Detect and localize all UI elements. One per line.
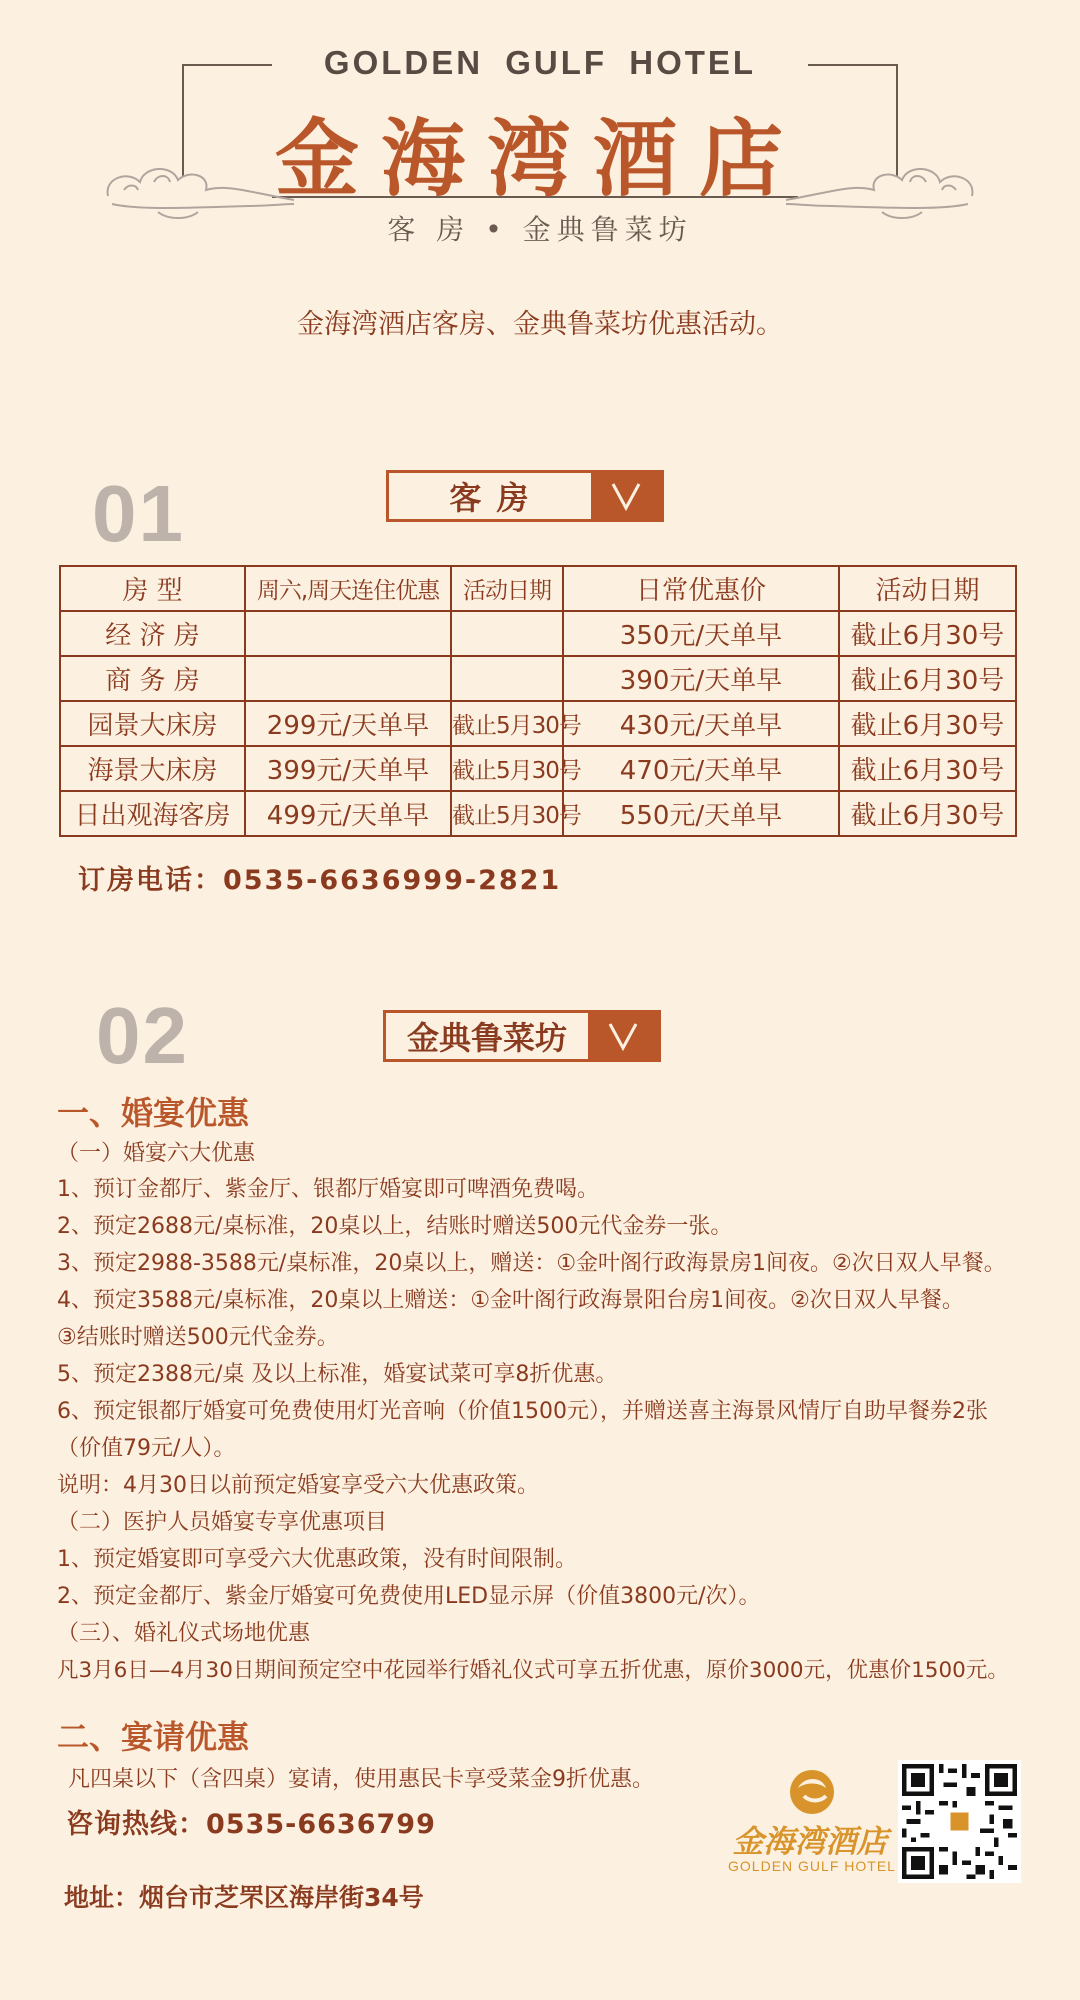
- table-header-row: [60, 566, 1016, 611]
- logo-english: GOLDEN GULF HOTEL: [728, 1858, 896, 1874]
- qr-code: [898, 1760, 1021, 1883]
- chevron-down-icon: [588, 1013, 658, 1059]
- table-cell: 海景大床房: [60, 746, 245, 791]
- table-cell: 经 济 房: [60, 611, 245, 656]
- text-line: 1、预订金都厅、紫金厅、银都厅婚宴即可啤酒免费喝。: [57, 1177, 599, 1202]
- table-row: [60, 656, 1016, 701]
- table-cell: [451, 611, 563, 656]
- table-cell: 350元/天单早: [563, 611, 839, 656]
- heading-banquet: 二、宴请优惠: [57, 1718, 250, 1756]
- table-cell: 550元/天单早: [563, 791, 839, 836]
- table-row: [60, 746, 1016, 791]
- text-line: 2、预定2688元/桌标准，20桌以上，结账时赠送500元代金券一张。: [57, 1214, 733, 1239]
- table-cell: 299元/天单早: [245, 701, 451, 746]
- booking-phone: 订房电话：0535-6636999-2821: [78, 865, 562, 896]
- table-cell: 日出观海客房: [60, 791, 245, 836]
- table-cell: 商 务 房: [60, 656, 245, 701]
- text-line: （三）、婚礼仪式场地优惠: [57, 1621, 311, 1646]
- banquet-text: 凡四桌以下（含四桌）宴请，使用惠民卡享受菜金9折优惠。: [68, 1767, 654, 1792]
- section-tag-label: 金典鲁菜坊: [406, 1019, 567, 1057]
- intro-text: 金海湾酒店客房、金典鲁菜坊优惠活动。: [297, 309, 783, 340]
- table-cell: 园景大床房: [60, 701, 245, 746]
- section-tag-restaurant: [383, 1010, 661, 1062]
- table-cell: 截止5月30号: [451, 746, 563, 791]
- table-cell: [451, 656, 563, 701]
- table-cell: 截止6月30号: [839, 701, 1016, 746]
- table-header-cell: 活动日期: [839, 566, 1016, 611]
- text-line: 5、预定2388元/桌 及以上标准，婚宴试菜可享8折优惠。: [57, 1362, 618, 1387]
- table-cell: [245, 656, 451, 701]
- text-line: （二）医护人员婚宴专享优惠项目: [57, 1510, 388, 1535]
- table-header-cell: 活动日期: [451, 566, 563, 611]
- table-row: [60, 701, 1016, 746]
- table-header-cell: 日常优惠价: [563, 566, 839, 611]
- english-title: GOLDEN GULF HOTEL: [323, 44, 757, 81]
- logo-chinese: 金海湾酒店: [732, 1824, 888, 1860]
- table-cell: 截止5月30号: [451, 701, 563, 746]
- section-tag-rooms: [386, 470, 664, 522]
- section-tag-label: 客 房: [449, 479, 531, 517]
- text-line: 2、预定金都厅、紫金厅婚宴可免费使用LED显示屏（价值3800元/次）。: [57, 1584, 761, 1609]
- table-cell: 470元/天单早: [563, 746, 839, 791]
- hotline: 咨询热线：0535-6636799: [66, 1809, 436, 1840]
- section-number: 02: [96, 991, 189, 1080]
- table-cell: 截止6月30号: [839, 746, 1016, 791]
- room-price-table: [59, 565, 1017, 837]
- text-line: （价值79元/人）。: [57, 1436, 236, 1461]
- table-cell: 499元/天单早: [245, 791, 451, 836]
- text-line: 4、预定3588元/桌标准，20桌以上赠送：①金叶阁行政海景阳台房1间夜。②次日双人早餐。: [57, 1288, 964, 1313]
- text-line: 3、预定2988-3588元/桌标准，20桌以上，赠送：①金叶阁行政海景房1间夜。②次日双人早餐。: [57, 1251, 1006, 1276]
- subtitle: 客 房 • 金典鲁菜坊: [387, 213, 693, 246]
- text-line: ③结账时赠送500元代金券。: [57, 1325, 339, 1350]
- table-cell: 截止6月30号: [839, 656, 1016, 701]
- table-cell: 截止5月30号: [451, 791, 563, 836]
- text-line: 6、预定银都厅婚宴可免费使用灯光音响（价值1500元），并赠送喜主海景风情厅自助早餐券2张: [57, 1399, 988, 1424]
- heading-wedding: 一、婚宴优惠: [57, 1094, 250, 1132]
- table-header-cell: 房 型: [60, 566, 245, 611]
- table-row: [60, 611, 1016, 656]
- text-line: 凡3月6日—4月30日期间预定空中花园举行婚礼仪式可享五折优惠，原价3000元，优惠价1500元。: [57, 1658, 1009, 1683]
- section-number: 01: [92, 469, 185, 558]
- table-cell: 399元/天单早: [245, 746, 451, 791]
- text-line: 1、预定婚宴即可享受六大优惠政策，没有时间限制。: [57, 1547, 577, 1572]
- text-line: （一）婚宴六大优惠: [57, 1141, 256, 1166]
- text-line: 说明：4月30日以前预定婚宴享受六大优惠政策。: [57, 1473, 539, 1498]
- table-cell: 390元/天单早: [563, 656, 839, 701]
- table-cell: 截止6月30号: [839, 611, 1016, 656]
- table-cell: 430元/天单早: [563, 701, 839, 746]
- table-cell: [245, 611, 451, 656]
- hotel-logo-icon: [784, 1766, 840, 1818]
- table-header-cell: 周六,周天连住优惠: [245, 566, 451, 611]
- table-row: [60, 791, 1016, 836]
- chevron-down-icon: [591, 473, 661, 519]
- address: 地址：烟台市芝罘区海岸街34号: [64, 1883, 424, 1912]
- table-cell: 截止6月30号: [839, 791, 1016, 836]
- chinese-title: 金海湾酒店: [274, 109, 805, 208]
